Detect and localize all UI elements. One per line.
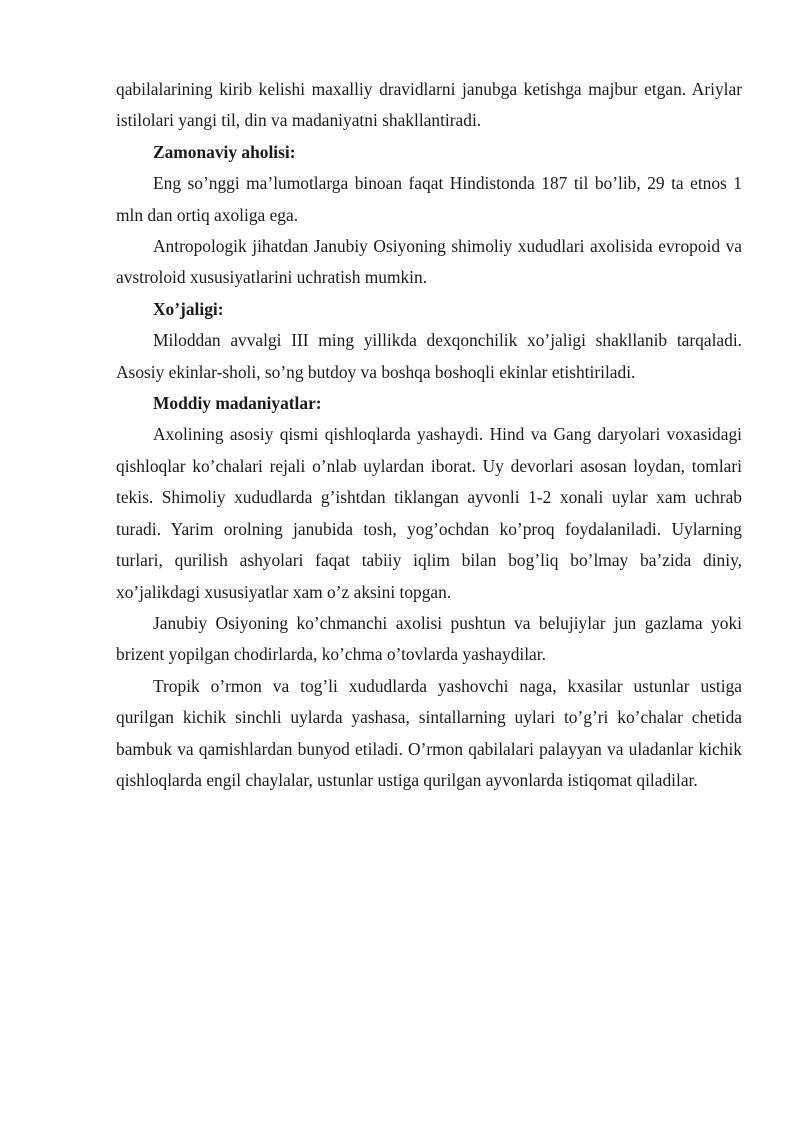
paragraph-nomads: Janubiy Osiyoning ko’chmanchi axolisi pushtun va belujiylar jun gazlama yoki brizent yopilgan chodirlarda, ko’chma o’tovlarda yashaydilar. [116,612,742,665]
document-page [116,74,742,796]
paragraph-intro-continuation: qabilalarining kirib kelishi maxalliy dravidlarni janubga ketishga majbur etgan. Ariylar istilolari yangi til, din va madaniyatni shakllantiradi. [116,79,742,131]
heading-zamonaviy-aholisi: Zamonaviy aholisi: [153,141,296,162]
paragraph-settlements: Axolining asosiy qismi qishloqlarda yashaydi. Hind va Gang daryolari voxasidagi qishloqlar ko’chalari rejali o’nlab uylardan iborat. Uy devorlari asosan loydan, tomlari tekis. Shimoliy xududlarda g’ishtdan tiklangan ayvonli 1-2 xonali uylar xam uchrab turadi. Yarim orolning janubida tosh, yog’ochdan ko’proq foydalaniladi. Uylarning turlari, qurilish ashyolari faqat tabiiy iqlim bilan bog’liq bo’lmay ba’zida diniy, xo’jalikdagi xususiyatlar xam o’z aksini topgan. [116,424,742,602]
paragraph-agriculture: Miloddan avvalgi III ming yillikda dexqonchilik xo’jaligi shakllanib tarqaladi. Asosiy ekinlar-sholi, so’ng butdoy va boshqa boshoqli ekinlar etishtiriladi. [116,330,742,382]
paragraph-forest-dwellings: Tropik o’rmon va tog’li xududlarda yashovchi naga, kxasilar ustunlar ustiga qurilgan kichik sinchli uylarda yashasa, sintallarning uylari to’g’ri ko’chalar chetida bambuk va qamishlardan bunyod etiladi. O’rmon qabilalari palayyan va uladanlar kichik qishloqlarda engil chaylalar, ustunlar ustiga qurilgan ayvonlarda istiqomat qiladilar. [116,675,742,790]
paragraph-anthropology: Antropologik jihatdan Janubiy Osiyoning shimoliy xududlari axolisida evropoid va avstroloid xususiyatlarini uchratish mumkin. [116,236,742,288]
paragraph-languages: Eng so’nggi ma’lumotlarga binoan faqat Hindistonda 187 til bo’lib, 29 ta etnos 1 mln dan ortiq axoliga ega. [116,173,742,225]
heading-moddiy-madaniyatlar: Moddiy madaniyatlar: [153,393,322,414]
heading-xojaligi: Xo’jaligi: [153,298,224,319]
